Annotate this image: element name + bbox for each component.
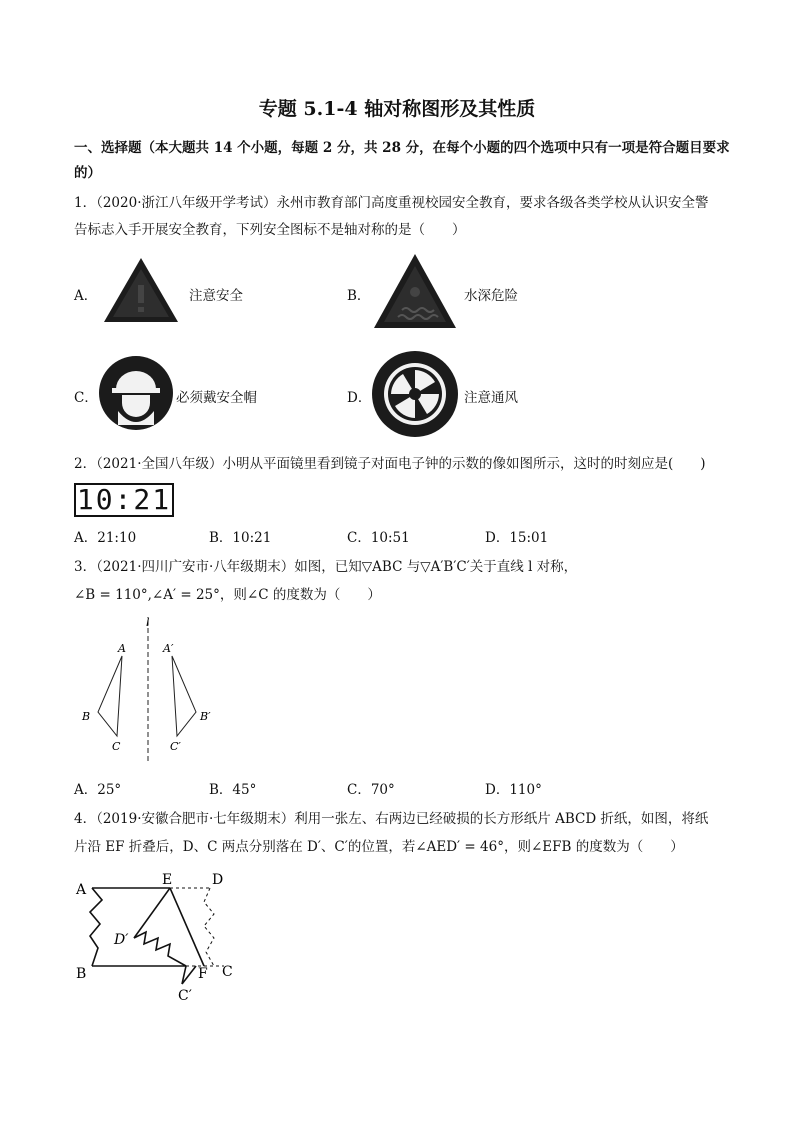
q3-line-2: ∠B = 110°,∠A′ = 25°，则∠C 的度数为（ ） bbox=[74, 587, 381, 603]
label-a: A bbox=[76, 882, 87, 898]
triangle-a2b2c2 bbox=[172, 656, 196, 736]
digital-clock-display bbox=[74, 483, 174, 517]
q2-line-1: 2．（2021·全国八年级）小明从平面镜里看到镜子对面电子钟的示数的像如图所示，这时的时刻应是( ) bbox=[74, 456, 706, 472]
label-c: C bbox=[222, 964, 233, 980]
triangle-abc bbox=[98, 656, 122, 736]
label-b-prime: B′ bbox=[200, 710, 211, 723]
q3-option-d: D．110° bbox=[485, 782, 542, 798]
q4-line-2: 片沿 EF 折叠后，D、C 两点分别落在 D′、C′的位置，若∠AED′ = 46°，则∠EFB 的度数为（ ） bbox=[74, 839, 684, 855]
q1-option-c-caption: 必须戴安全帽 bbox=[176, 390, 257, 406]
label-b: B bbox=[82, 710, 91, 723]
label-l: l bbox=[146, 616, 150, 629]
q1-option-a-letter: A． bbox=[74, 288, 98, 304]
clock-reading: 10:21 bbox=[76, 483, 172, 516]
q2-option-b: B．10:21 bbox=[209, 530, 272, 546]
label-e: E bbox=[162, 872, 173, 888]
q1-line-1: 1．（2020·浙江八年级开学考试）永州市教育部门高度重视校园安全教育，要求各级各类学校从认识安全警 bbox=[74, 195, 709, 211]
q1-option-d-letter: D． bbox=[347, 390, 372, 406]
label-c-prime: C′ bbox=[178, 988, 192, 1004]
page-title: 专题 5.1-4 轴对称图形及其性质 bbox=[258, 98, 536, 120]
q3-option-b: B．45° bbox=[209, 782, 257, 798]
label-c-prime: C′ bbox=[170, 740, 181, 753]
label-b: B bbox=[76, 966, 87, 982]
q4-folding-figure bbox=[74, 866, 244, 1006]
q1-option-c-letter: C． bbox=[74, 390, 98, 406]
label-a-prime: A′ bbox=[163, 642, 174, 655]
q1-option-b-caption: 水深危险 bbox=[464, 288, 518, 304]
label-a: A bbox=[118, 642, 126, 655]
q1-line-2: 告标志入手开展安全教育，下列安全图标不是轴对称的是（ ） bbox=[74, 222, 466, 238]
q3-option-a: A．25° bbox=[74, 782, 122, 798]
q3-option-c: C．70° bbox=[347, 782, 395, 798]
label-c: C bbox=[112, 740, 121, 753]
q3-line-1: 3．（2021·四川广安市·八年级期末）如图，已知▽ABC 与▽A′B′C′关于直线 l 对称， bbox=[74, 559, 578, 575]
helmet-circle-icon bbox=[98, 355, 174, 431]
ventilation-fan-icon bbox=[371, 350, 459, 438]
q4-line-1: 4．（2019·安徽合肥市·七年级期末）利用一张左、右两边已经破损的长方形纸片 ABCD 折纸，如图，将纸 bbox=[74, 811, 709, 827]
section-header: 一、选择题（本大题共 14 个小题，每题 2 分，共 28 分，在每个小题的四个选项中只有一项是符合题目要求的） bbox=[74, 140, 730, 181]
label-d-prime: D′ bbox=[114, 932, 129, 948]
deep-water-triangle-icon bbox=[372, 252, 458, 332]
q1-option-d-caption: 注意通风 bbox=[464, 390, 518, 406]
q1-option-b-letter: B． bbox=[347, 288, 371, 304]
q2-option-d: D．15:01 bbox=[485, 530, 549, 546]
label-f: F bbox=[198, 966, 208, 982]
q1-option-a-caption: 注意安全 bbox=[189, 288, 243, 304]
q3-symmetry-figure bbox=[74, 612, 234, 772]
q2-option-c: C．10:51 bbox=[347, 530, 410, 546]
q2-option-a: A．21:10 bbox=[74, 530, 137, 546]
label-d: D bbox=[212, 872, 224, 888]
caution-triangle-icon bbox=[102, 255, 180, 325]
